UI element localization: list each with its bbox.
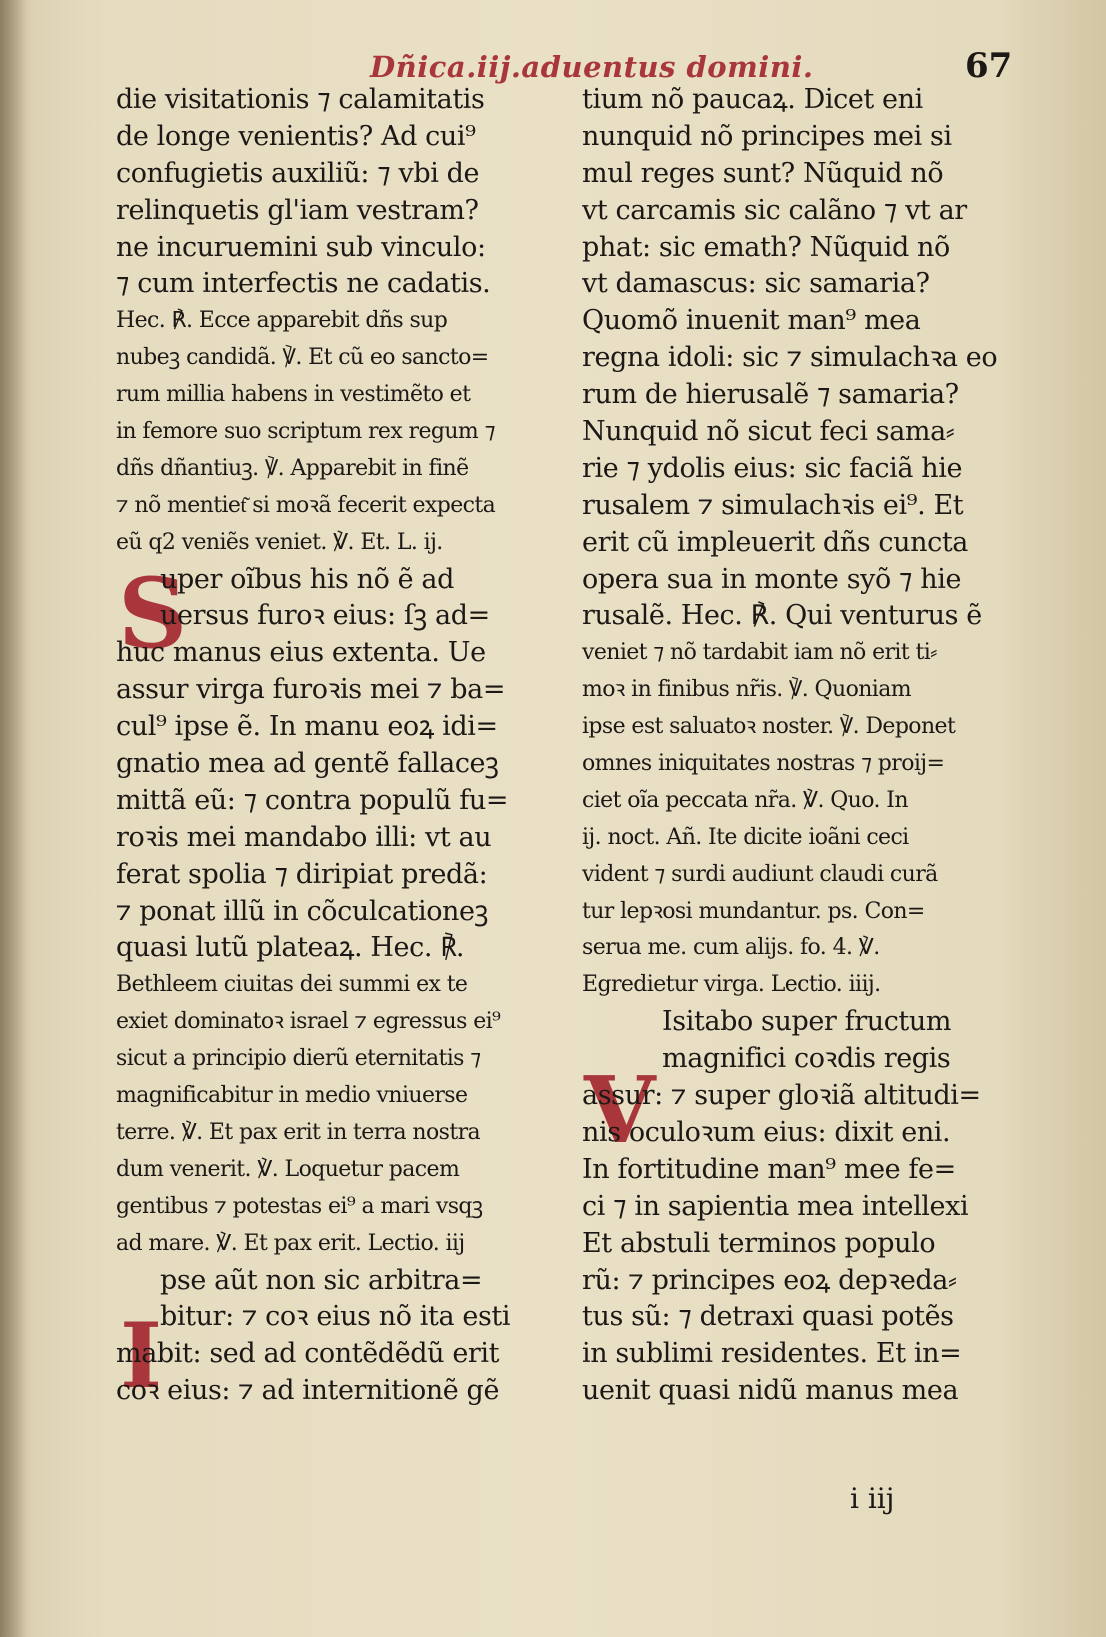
text-line: assur virga furoꝛis mei ⁊ ba=: [116, 674, 506, 706]
left-text-column: [116, 82, 556, 1410]
text-line: nubeꝫ candidã. ℣. Et cũ eo sancto=: [116, 345, 489, 371]
text-line: rum millia habens in vestimẽto et: [116, 382, 471, 408]
text-line: ij. noct. Añ. Ite dicite ioãni ceci: [582, 824, 909, 850]
text-line: uenit quasi nidũ manus mea: [582, 1375, 959, 1407]
text-line: rum de hierusalẽ ⁊ samaria?: [582, 379, 959, 411]
text-line: terre. ℣. Et pax erit in terra nostra: [116, 1119, 481, 1145]
text-line: cul⁹ ipse ẽ. In manu eoꝝ idi=: [116, 711, 498, 743]
text-line: rusalem ⁊ simulachꝛis ei⁹. Et: [582, 489, 964, 521]
text-line: ferat spolia ⁊ diripiat predã:: [116, 858, 488, 890]
text-line: Quomõ inuenit man⁹ mea: [582, 305, 921, 337]
text-line: ne incuruemini sub vinculo:: [116, 231, 486, 263]
text-line: phat: sic emath? Nũquid nõ: [582, 231, 950, 263]
text-line: In fortitudine man⁹ mee fe=: [582, 1153, 956, 1185]
text-line: tium nõ paucaꝝ. Dicet eni: [582, 84, 923, 115]
text-line: relinquetis gl'iam vestram?: [116, 194, 479, 226]
right-text-column: [582, 82, 1027, 1410]
text-line: rũ: ⁊ principes eoꝝ depꝛeda⸗: [582, 1264, 957, 1296]
text-line: gnatio mea ad gentẽ fallaceꝫ: [116, 748, 499, 780]
text-line: vt carcamis sic calãno ⁊ vt ar: [582, 194, 967, 226]
text-line: omnes iniquitates nostras ⁊ proij=: [582, 751, 945, 777]
text-line: pse aũt non sic arbitra=: [160, 1264, 483, 1296]
text-line: regna idoli: sic ⁊ simulachꝛa eo: [582, 342, 998, 374]
text-line: Et abstuli terminos populo: [582, 1227, 936, 1259]
text-line: ⁊ cum interfectis ne cadatis.: [116, 268, 491, 300]
text-line: roꝛis mei mandabo illi: vt au: [116, 821, 492, 853]
text-line: Egredietur virga. Lectio. iiij.: [582, 972, 881, 998]
text-line: dum venerit. ℣. Loquetur pacem: [116, 1156, 460, 1182]
text-line: quasi lutũ plateaꝝ. Hec. ℟.: [116, 932, 465, 964]
text-line: opera sua in monte syõ ⁊ hie: [582, 563, 962, 595]
text-line: mul reges sunt? Nũquid nõ: [582, 157, 944, 189]
text-line: confugietis auxiliũ: ⁊ vbi de: [116, 157, 480, 189]
text-line: uersus furoꝛ eius: ſꝫ ad=: [160, 600, 490, 632]
text-line: coꝛ eius: ⁊ ad internitionẽ gẽ: [116, 1375, 500, 1407]
text-line: tus sũ: ⁊ detraxi quasi potẽs: [582, 1301, 954, 1333]
text-line: in sublimi residentes. Et in=: [582, 1338, 962, 1370]
text-line: uper oĩbus his nõ ẽ ad: [160, 563, 454, 595]
text-line: ipse est saluatoꝛ noster. ℣. Deponet: [582, 714, 956, 740]
initial-v-rubric: V: [584, 1056, 656, 1164]
text-line: ci ⁊ in sapientia mea intellexi: [582, 1190, 969, 1222]
text-line: Bethleem ciuitas dei summi ex te: [116, 972, 468, 998]
initial-s-rubric: S: [118, 557, 188, 670]
text-line: sicut a principio dierũ eternitatis ⁊: [116, 1046, 481, 1072]
text-line: erit cũ impleuerit dñs cuncta: [582, 526, 969, 558]
text-line: eũ q2 veniẽs veniet. ℣. Et. L. ij.: [116, 529, 443, 555]
text-line: ⁊ nõ mentiet͂ si moꝛã fecerit expecta: [116, 492, 496, 518]
text-line: in femore suo scriptum rex regum ⁊: [116, 419, 495, 445]
text-line: gentibus ⁊ potestas ei⁹ a mari vsqꝫ: [116, 1193, 483, 1219]
running-title: Dñica.iij.aduentus domini.: [370, 50, 814, 84]
text-line: nis oculoꝛum eius: dixit eni.: [582, 1116, 951, 1148]
text-line: bitur: ⁊ coꝛ eius nõ ita esti: [160, 1301, 511, 1333]
text-line: vident ⁊ surdi audiunt claudi curã: [582, 861, 938, 887]
folio-number: 67: [965, 46, 1013, 86]
text-line: huc manus eius extenta. Ue: [116, 637, 486, 669]
text-line: Isitabo super fructum: [662, 1006, 952, 1038]
text-line: Hec. ℟. Ecce apparebit dñs sup: [116, 308, 448, 334]
text-line: vt damascus: sic samaria?: [582, 268, 930, 300]
text-line: die visitationis ⁊ calamitatis: [116, 84, 485, 115]
text-line: magnificabitur in medio vniuerse: [116, 1083, 468, 1109]
text-line: mabit: sed ad contẽdẽdũ erit: [116, 1338, 500, 1370]
text-line: nunquid nõ principes mei si: [582, 120, 952, 152]
text-line: Nunquid nõ sicut feci sama⸗: [582, 416, 955, 448]
text-line: magnifici coꝛdis regis: [662, 1043, 951, 1075]
text-line: rusalẽ. Hec. ℟. Qui venturus ẽ: [582, 600, 982, 632]
spine-shadow: [0, 0, 26, 1637]
signature-mark: i iij: [850, 1482, 895, 1515]
text-line: assur: ⁊ super gloꝛiã altitudi=: [582, 1080, 981, 1112]
text-line: de longe venientis? Ad cui⁹: [116, 120, 476, 152]
initial-i-rubric: I: [120, 1303, 163, 1409]
text-line: rie ⁊ ydolis eius: sic faciã hie: [582, 452, 963, 484]
text-line: serua me. cum alijs. fo. 4. ℣.: [582, 935, 880, 961]
text-line: ⁊ ponat illũ in cõculcationeꝫ: [116, 895, 489, 927]
text-line: mittã eũ: ⁊ contra populũ fu=: [116, 784, 509, 816]
text-line: dñs dñantiuꝫ. ℣. Apparebit in finẽ: [116, 455, 469, 481]
text-line: ad mare. ℣. Et pax erit. Lectio. iij: [116, 1230, 465, 1256]
text-line: exiet dominatoꝛ israel ⁊ egressus ei⁹: [116, 1009, 501, 1035]
text-line: ciet oĩa peccata nr̃a. ℣. Quo. In: [582, 787, 908, 813]
text-line: veniet ⁊ nõ tardabit iam nõ erit ti⸗: [582, 640, 937, 666]
text-line: moꝛ in finibus nr̃is. ℣. Quoniam: [582, 677, 911, 703]
text-line: tur lepꝛosi mundantur. ps. Con=: [582, 898, 925, 924]
